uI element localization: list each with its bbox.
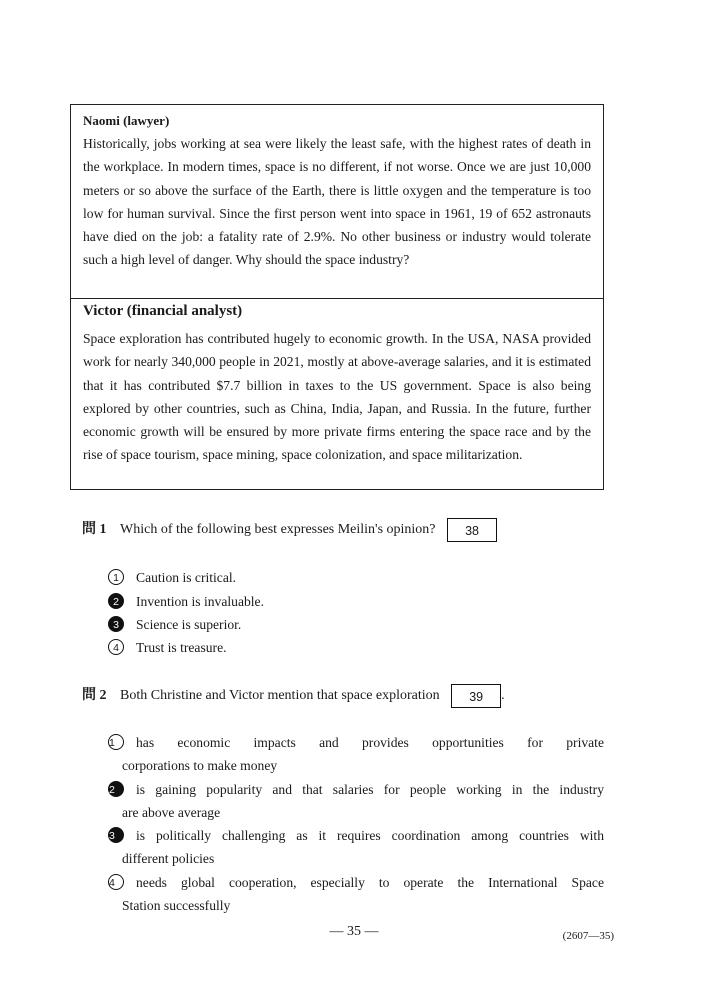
circled-number-4-icon: 4 (108, 639, 124, 655)
q2-option-2-line1: is gaining popularity and that salaries for people working in the industry (136, 782, 604, 797)
document-code: (2607—35) (562, 930, 614, 942)
q1-option-4[interactable] (108, 636, 227, 659)
q2-option-2-line2: are above average (122, 805, 221, 820)
q2-option-2[interactable] (108, 778, 604, 824)
answer-box-38[interactable]: 38 (447, 518, 497, 542)
answer-box-39[interactable]: 39 (451, 684, 501, 708)
q2-option-1-line1: has economic impacts and provides opportunities for private (136, 735, 604, 750)
victor-speaker: Victor (financial analyst) (83, 303, 243, 319)
q1-option-1[interactable] (108, 566, 236, 589)
circled-number-4-icon: 4 (108, 874, 124, 890)
naomi-speaker: Naomi (lawyer) (83, 113, 170, 128)
q1-option-1-text: Caution is critical. (136, 570, 237, 585)
naomi-section (71, 105, 603, 298)
page-number: — 35 — (329, 924, 379, 939)
q2-option-4-line2: Station successfully (122, 898, 231, 913)
question-2 (82, 684, 505, 708)
question-2-text: Both Christine and Victor mention that space exploration (120, 688, 440, 703)
passage-box (70, 104, 604, 490)
q1-option-4-text: Trust is treasure. (136, 640, 227, 655)
question-1-text: Which of the following best expresses Meilin's opinion? (120, 522, 436, 537)
victor-text: Space exploration has contributed hugely to economic growth. In the USA, NASA provided work for nearly 340,000 people in 2021, mostly at above-average salaries, and it is estimated that it has contributed $7.7 billion in taxes to the US government. Space is also being explored by other countries, such as China, India, Japan, and Russia. In the future, further economic growth will be ensured by more private firms entering the space race and by the rise of space tourism, space mining, space colonization, and space militarization. (83, 331, 591, 463)
victor-section (71, 298, 603, 491)
circled-number-1-icon: 1 (108, 569, 124, 585)
question-2-number: 問 2 (82, 688, 107, 704)
naomi-text: Historically, jobs working at sea were likely the least safe, with the highest rates of death in the workplace. In modern times, space is no different, if not worse. Once we are just 10,000 meters or so above the surface of the Earth, there is little oxygen and the temperature is too low for human survival. Since the first person went into space in 1961, 19 of 652 astronauts have died on the job: a fatality rate of 2.9%. No other business or industry would tolerate such a high level of danger. Why should the space industry? (83, 136, 591, 268)
q2-option-4[interactable] (108, 871, 604, 917)
q2-option-3-line2: different policies (122, 851, 215, 866)
question-1 (82, 518, 497, 542)
circled-number-2-icon: 2 (108, 781, 124, 797)
q1-option-3[interactable] (108, 613, 241, 636)
q2-option-3-line1: is politically challenging as it requires coordination among countries with (136, 828, 604, 843)
q1-option-3-text: Science is superior. (136, 617, 242, 632)
question-1-number: 問 1 (82, 522, 107, 538)
q2-option-1-line2: corporations to make money (122, 758, 278, 773)
q1-option-2[interactable] (108, 590, 264, 613)
circled-number-3-icon: 3 (108, 827, 124, 843)
circled-number-2-icon: 2 (108, 593, 124, 609)
q2-option-4-line1: needs global cooperation, especially to operate the International Space (136, 875, 604, 890)
q1-option-2-text: Invention is invaluable. (136, 594, 264, 609)
q2-option-3[interactable] (108, 824, 604, 870)
circled-number-1-icon: 1 (108, 734, 124, 750)
circled-number-3-icon: 3 (108, 616, 124, 632)
q2-option-1[interactable] (108, 731, 604, 777)
question-2-end-punct: . (501, 688, 505, 704)
